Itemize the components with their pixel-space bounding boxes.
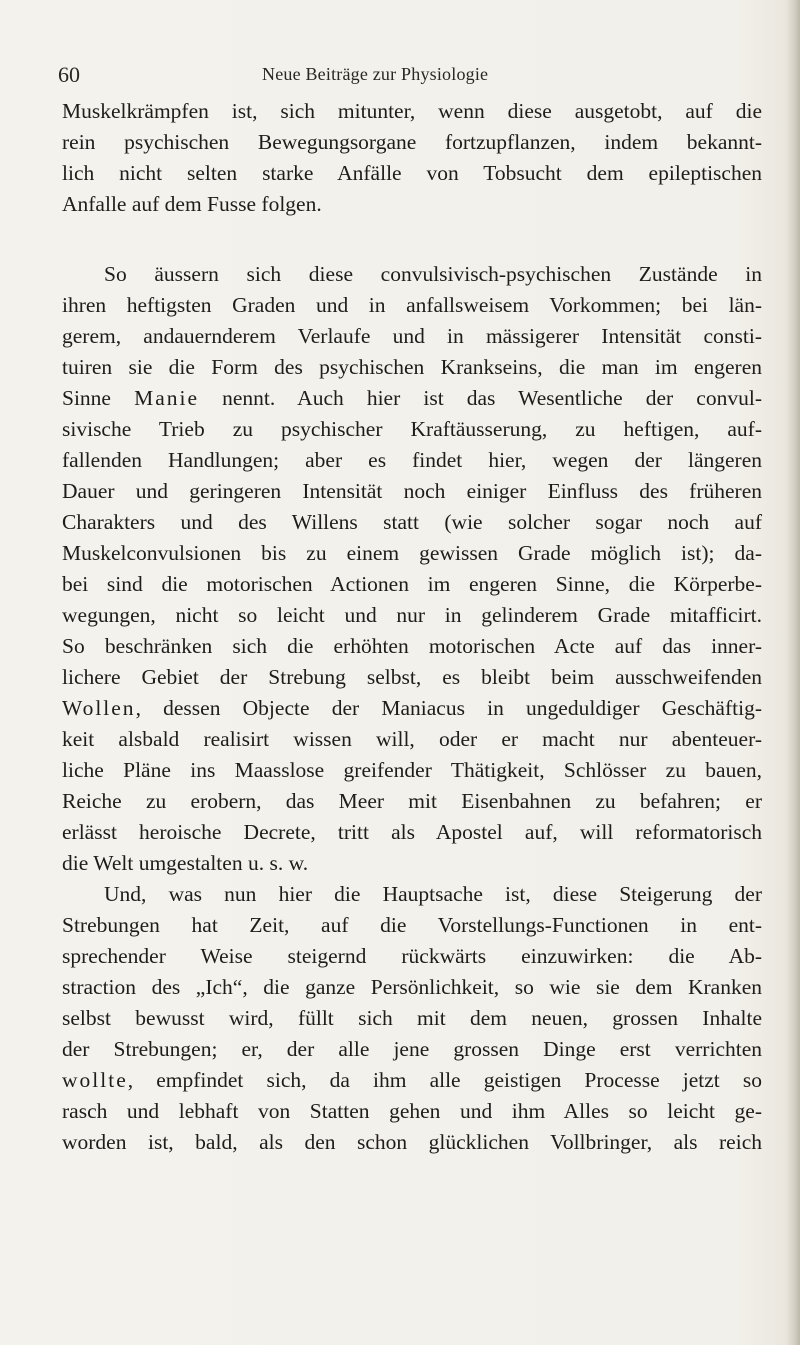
running-title: Neue Beiträge zur Physiologie bbox=[262, 64, 489, 84]
text-line: Anfalle auf dem Fusse folgen. bbox=[62, 192, 322, 216]
text-line: gerem, andauernderem Verlaufe und in mässigerer Intensität consti- bbox=[62, 324, 762, 348]
text-line bbox=[62, 1065, 762, 1096]
text-line: straction des „Ich“, die ganze Persönlichkeit, so wie sie dem Kranken bbox=[62, 975, 762, 999]
text-line: Und, was nun hier die Hauptsache ist, diese Steigerung der bbox=[104, 882, 762, 906]
text-line: tuiren sie die Form des psychischen Krankseins, die man im engeren bbox=[62, 355, 762, 379]
text-line: erlässt heroische Decrete, tritt als Apostel auf, will reformatorisch bbox=[62, 820, 762, 844]
text-line: So äussern sich diese convulsivisch-psychischen Zustände in bbox=[104, 262, 762, 286]
paragraph-2 bbox=[62, 259, 762, 879]
text-line: worden ist, bald, als den schon glücklichen Vollbringer, als reich bbox=[62, 1130, 762, 1154]
text-segment: , dessen Objecte der Maniacus in ungeduldiger Geschäftig- bbox=[135, 696, 762, 720]
text-line: selbst bewusst wird, füllt sich mit dem neuen, grossen Inhalte bbox=[62, 1006, 762, 1030]
text-line: ihren heftigsten Graden und in anfallsweisem Vorkommen; bei län- bbox=[62, 293, 762, 317]
text-line: sivische Trieb zu psychischer Kraftäusserung, zu heftigen, auf- bbox=[62, 417, 762, 441]
text-line: So beschränken sich die erhöhten motorischen Acte auf das inner- bbox=[62, 634, 762, 658]
text-line: die Welt umgestalten u. s. w. bbox=[62, 851, 309, 875]
text-segment: nennt. Auch hier ist das Wesentliche der convul- bbox=[199, 386, 762, 410]
text-line: Reiche zu erobern, das Meer mit Eisenbahnen zu befahren; er bbox=[62, 789, 762, 813]
text-line: lichere Gebiet der Strebung selbst, es bleibt beim ausschweifenden bbox=[62, 665, 762, 689]
text-line: Charakters und des Willens statt (wie solcher sogar noch auf bbox=[62, 510, 762, 534]
text-line: liche Pläne ins Maasslose greifender Thätigkeit, Schlösser zu bauen, bbox=[62, 758, 762, 782]
text-line: der Strebungen; er, der alle jene grossen Dinge erst verrichten bbox=[62, 1037, 762, 1061]
page-number: 60 bbox=[58, 62, 80, 87]
running-head bbox=[58, 62, 758, 92]
text-line bbox=[62, 383, 762, 414]
text-segment: , empfindet sich, da ihm alle geistigen Processe jetzt so bbox=[127, 1068, 762, 1092]
text-line: bei sind die motorischen Actionen im engeren Sinne, die Körperbe- bbox=[62, 572, 762, 596]
text-line: keit alsbald realisirt wissen will, oder er macht nur abenteuer- bbox=[62, 727, 762, 751]
text-segment: Sinne bbox=[62, 386, 135, 410]
paragraph-1 bbox=[62, 96, 762, 220]
paragraph-3 bbox=[62, 879, 762, 1158]
text-line bbox=[62, 693, 762, 724]
body-text bbox=[62, 96, 762, 1158]
text-line: Dauer und geringeren Intensität noch einiger Einfluss des früheren bbox=[62, 479, 762, 503]
text-line: rasch und lebhaft von Statten gehen und ihm Alles so leicht ge- bbox=[62, 1099, 762, 1123]
text-line: lich nicht selten starke Anfälle von Tobsucht dem epileptischen bbox=[62, 161, 762, 185]
emphasized-term-wollen: Wollen bbox=[62, 696, 136, 720]
text-line: rein psychischen Bewegungsorgane fortzupflanzen, indem bekannt- bbox=[62, 130, 762, 154]
page-edge-shadow bbox=[786, 0, 800, 1345]
emphasized-term-manie: Manie bbox=[134, 386, 200, 410]
text-line: sprechender Weise steigernd rückwärts einzuwirken: die Ab- bbox=[62, 944, 762, 968]
text-line: wegungen, nicht so leicht und nur in gelinderem Grade mitafficirt. bbox=[62, 603, 762, 627]
text-line: fallenden Handlungen; aber es findet hier, wegen der längeren bbox=[62, 448, 762, 472]
text-line: Strebungen hat Zeit, auf die Vorstellungs-Functionen in ent- bbox=[62, 913, 762, 937]
text-line: Muskelconvulsionen bis zu einem gewissen Grade möglich ist); da- bbox=[62, 541, 762, 565]
paragraph-gap bbox=[62, 220, 762, 259]
emphasized-term-wollte: wollte bbox=[62, 1068, 128, 1092]
text-line: Muskelkrämpfen ist, sich mitunter, wenn diese ausgetobt, auf die bbox=[62, 99, 762, 123]
